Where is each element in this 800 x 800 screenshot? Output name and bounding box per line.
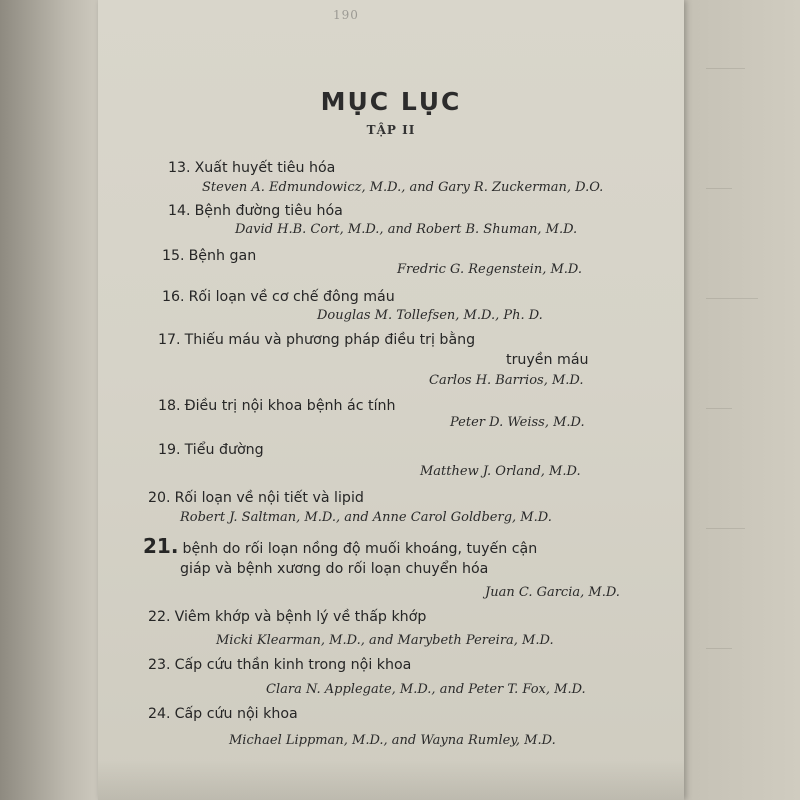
toc-entry-14-title: [168, 203, 343, 219]
toc-list: [98, 0, 684, 800]
toc-entry-17-title: [158, 332, 475, 348]
bleed-through-text: ————: [706, 290, 758, 305]
toc-entry-21-title: [143, 534, 537, 558]
backdrop-left: [0, 0, 110, 800]
entry-title: Rối loạn về nội tiết và lipid: [174, 490, 364, 506]
toc-entry-13-title: [168, 160, 335, 176]
toc-entry-23-authors: Clara N. Applegate, M.D., and Peter T. Fox, M.D.: [266, 682, 586, 697]
entry-number: 24.: [148, 706, 171, 722]
toc-entry-23-title: [148, 657, 411, 673]
page-shadow: [98, 760, 684, 800]
entry-number: 14.: [168, 203, 191, 219]
page-title: MỤC LỤC: [320, 87, 462, 116]
entry-number: 23.: [148, 657, 171, 673]
entry-title: Viêm khớp và bệnh lý về thấp khớp: [174, 609, 427, 625]
entry-number: 19.: [158, 442, 181, 458]
toc-entry-13-authors: Steven A. Edmundowicz, M.D., and Gary R. Zuckerman, D.O.: [202, 180, 604, 195]
bleed-through-text: ———: [706, 60, 745, 75]
entry-title: Bệnh gan: [188, 248, 257, 264]
toc-entry-18-title: [158, 398, 396, 414]
toc-entry-17-authors: Carlos H. Barrios, M.D.: [429, 373, 584, 388]
bleed-through-text: ——: [706, 640, 732, 655]
toc-entry-20-authors: Robert J. Saltman, M.D., and Anne Carol Goldberg, M.D.: [180, 510, 552, 525]
toc-entry-20-title: [148, 490, 364, 506]
bleed-through-text: ——: [706, 180, 732, 195]
entry-number: 18.: [158, 398, 181, 414]
entry-number: 16.: [162, 289, 185, 305]
toc-entry-21-title-cont: giáp và bệnh xương do rối loạn chuyển hóa: [180, 561, 489, 577]
entry-title: Tiểu đường: [184, 442, 264, 458]
entry-number: 21.: [143, 534, 179, 558]
document-page: [98, 0, 684, 800]
toc-entry-16-title: [162, 289, 395, 305]
bleed-through-text: ——: [706, 400, 732, 415]
entry-title: Cấp cứu thần kinh trong nội khoa: [174, 657, 412, 673]
toc-entry-19-title: [158, 442, 264, 458]
entry-title: Bệnh đường tiêu hóa: [194, 203, 343, 219]
entry-number: 17.: [158, 332, 181, 348]
toc-entry-18-authors: Peter D. Weiss, M.D.: [450, 415, 585, 430]
entry-title: Điều trị nội khoa bệnh ác tính: [184, 398, 396, 414]
entry-number: 15.: [162, 248, 185, 264]
entry-title: Thiếu máu và phương pháp điều trị bằng: [184, 332, 476, 348]
entry-number: 20.: [148, 490, 171, 506]
toc-entry-24-title: [148, 706, 298, 722]
toc-entry-16-authors: Douglas M. Tollefsen, M.D., Ph. D.: [317, 308, 543, 323]
toc-entry-14-authors: David H.B. Cort, M.D., and Robert B. Shuman, M.D.: [235, 222, 578, 237]
toc-entry-21-authors: Juan C. Garcia, M.D.: [485, 585, 620, 600]
entry-title: bệnh do rối loạn nồng độ muối khoáng, tuyến cận: [182, 541, 538, 557]
entry-number: 13.: [168, 160, 191, 176]
toc-entry-17-title-cont: truyền máu: [506, 352, 589, 368]
entry-title: Cấp cứu nội khoa: [174, 706, 298, 722]
toc-entry-24-authors: Michael Lippman, M.D., and Wayna Rumley, M.D.: [229, 733, 556, 748]
bleed-through-text: ———: [706, 520, 745, 535]
page-subtitle: TẬP II: [366, 123, 416, 137]
toc-entry-15-title: [162, 248, 256, 264]
entry-number: 22.: [148, 609, 171, 625]
pencil-page-mark: 190: [333, 8, 359, 22]
toc-entry-19-authors: Matthew J. Orland, M.D.: [420, 464, 581, 479]
toc-entry-22-title: [148, 609, 426, 625]
toc-entry-22-authors: Micki Klearman, M.D., and Marybeth Pereira, M.D.: [216, 633, 554, 648]
entry-title: Rối loạn về cơ chế đông máu: [188, 289, 395, 305]
entry-title: Xuất huyết tiêu hóa: [194, 160, 336, 176]
toc-entry-15-authors: Fredric G. Regenstein, M.D.: [397, 262, 583, 277]
